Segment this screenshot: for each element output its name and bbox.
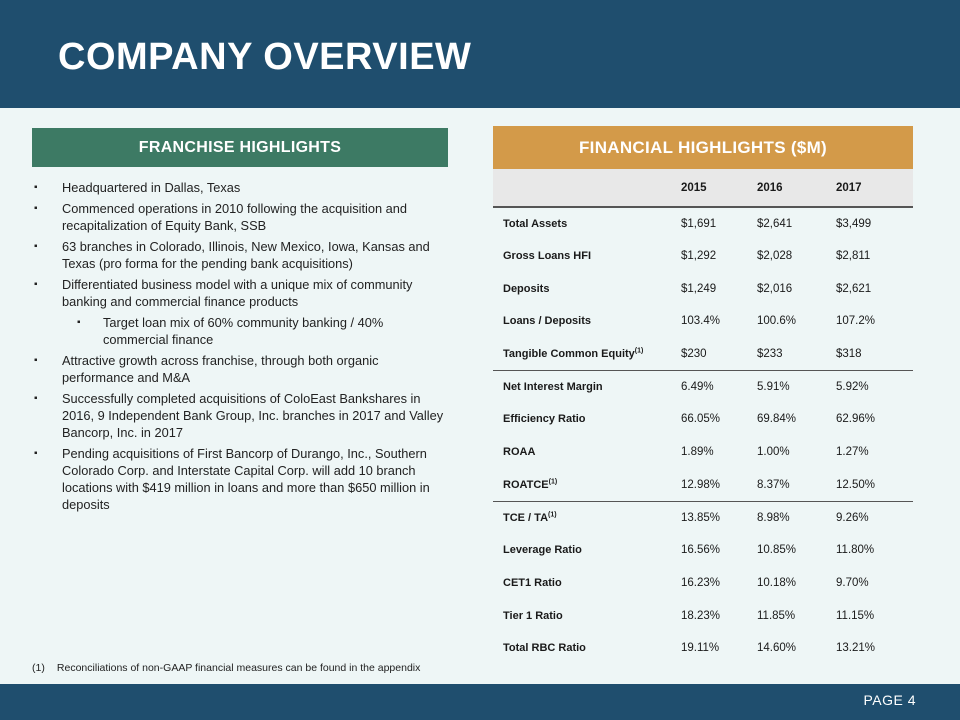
cell-value: 12.98% [681,469,757,502]
table-row [493,305,913,338]
cell-value: $318 [836,338,913,371]
row-label: Tangible Common Equity$^{(1)}$ [493,338,681,371]
footnote-marker: (1) [548,477,558,485]
cell-value: 100.6% [757,315,797,328]
square-bullet-icon: ▪ [34,182,38,193]
bullet-item: ▪ Headquartered in Dallas, Texas [34,180,241,195]
bullet-item: ▪ Attractive growth across franchise, through both organic performance and M&A [34,353,379,385]
table-row [493,403,913,436]
cell-value: 11.80% [836,544,875,557]
cell-value: $3,499 [836,217,872,230]
cell-value: 19.11% [681,642,720,655]
cell-value: 62.96% [836,413,876,426]
row-label: TCE / TA$^{(1)}$ [503,511,557,524]
bullet-item: ▪ Commenced operations in 2010 following the acquisition and recapitalization of Equity Bank, SSB [34,201,408,233]
row-label: Efficiency Ratio [503,413,586,426]
square-bullet-icon: ▪ [34,355,38,366]
cell-value: 13.21% [836,642,876,655]
cell-value: $1,691 [681,217,717,230]
bullet-item: ▪ Successfully completed acquisitions of ColoEast Bankshares in 2016, 9 Independent Bank Group, Inc. branches in 2017 and Valley Bancorp, Inc. in 2017 [34,391,444,440]
cell-value: 11.85% [757,609,796,622]
cell-value: 10.85% [757,544,797,557]
page-number: PAGE 4 [863,692,916,708]
row-label: ROAA [503,446,536,459]
table-header-row [493,169,913,207]
table-row [493,240,913,273]
financial-highlights-header: FINANCIAL HIGHLIGHTS ($M) [493,126,913,169]
row-label: Total Assets [503,217,568,230]
footnote-marker: (1) [634,347,644,355]
cell-value: 5.91% [757,381,790,394]
row-label: Deposits [503,282,550,295]
footer-bar [0,684,960,720]
table-row [493,534,913,567]
cell-value: 8.37% [757,469,836,502]
cell-value: 18.23% [681,609,721,622]
square-bullet-icon: ▪ [34,393,38,404]
table-row [493,338,913,371]
cell-value: $2,028 [757,250,793,263]
cell-value: 107.2% [836,315,876,328]
row-label: Tier 1 Ratio [503,609,563,622]
table-row [493,599,913,632]
column-header-2016: 2016 [757,169,836,207]
cell-value: 10.18% [757,576,797,589]
bullet-item: ▪ Pending acquisitions of First Bancorp of Durango, Inc., Southern Colorado Corp. and Interstate Capital Corp. will add 10 branch locations with $419 million in loans and more than $650 million in deposits [34,446,430,512]
square-bullet-icon: ▪ [77,317,81,328]
footnote [32,662,420,674]
footnote-text: Reconciliations of non-GAAP financial measures can be found in the appendix [56,662,421,674]
cell-value: 8.98% [757,511,790,524]
table-row [493,501,913,534]
table-row [493,632,913,665]
row-label: ROATCE$^{(1)}$ [493,469,681,502]
cell-value: $2,811 [836,250,871,263]
bullet-item: ▪ Differentiated business model with a unique mix of community banking and commercial finance products [34,277,413,309]
cell-value: $230 [681,338,757,371]
cell-value: $2,621 [836,282,872,295]
row-label: Gross Loans HFI [503,250,592,263]
franchise-highlights-header: FRANCHISE HIGHLIGHTS [32,128,448,167]
table-row [493,272,913,305]
sub-bullet-item: ▪ Target loan mix of 60% community banking / 40% commercial finance [77,315,384,347]
cell-value: 5.92% [836,381,869,394]
row-label: Leverage Ratio [503,544,582,557]
cell-value: 69.84% [757,413,797,426]
footnote-number: (1) [32,662,45,674]
bullet-item: ▪ 63 branches in Colorado, Illinois, New Mexico, Iowa, Kansas and Texas (pro forma for the pending bank acquisitions) [34,239,430,271]
page-title: COMPANY OVERVIEW [58,36,472,78]
cell-value: $233 [757,338,836,371]
header-bar [0,0,960,108]
table-row [493,469,913,502]
cell-value: 14.60% [757,642,797,655]
table-row [493,436,913,469]
cell-value: 103.4% [681,315,721,328]
square-bullet-icon: ▪ [34,241,38,252]
cell-value: 12.50% [836,469,913,502]
cell-value: 66.05% [681,413,721,426]
cell-value: 1.27% [836,446,869,459]
cell-value: 9.26% [836,511,869,524]
table-row [493,370,913,403]
table-row [493,207,913,240]
cell-value: 6.49% [681,381,714,394]
cell-value: 13.85% [681,511,721,524]
column-header-2015: 2015 [681,169,757,207]
franchise-bullet-list [32,179,450,517]
table-row [493,567,913,600]
cell-value: $2,016 [757,282,793,295]
row-label: Net Interest Margin [503,381,603,394]
row-label: Loans / Deposits [503,315,592,328]
financial-highlights-table [493,169,913,665]
cell-value: $1,249 [681,282,717,295]
cell-value: 16.23% [681,576,721,589]
square-bullet-icon: ▪ [34,203,38,214]
cell-value: $1,292 [681,250,717,263]
cell-value: 16.56% [681,544,721,557]
square-bullet-icon: ▪ [34,279,38,290]
cell-value: 11.15% [836,609,875,622]
row-label: Total RBC Ratio [503,642,586,655]
label-column-header [493,169,681,207]
column-header-2017: 2017 [836,169,913,207]
cell-value: 1.00% [757,446,790,459]
cell-value: $2,641 [757,217,793,230]
footnote-marker: (1) [548,511,557,519]
cell-value: 9.70% [836,576,869,589]
cell-value: 1.89% [681,446,714,459]
square-bullet-icon: ▪ [34,448,38,459]
row-label: CET1 Ratio [503,576,562,589]
